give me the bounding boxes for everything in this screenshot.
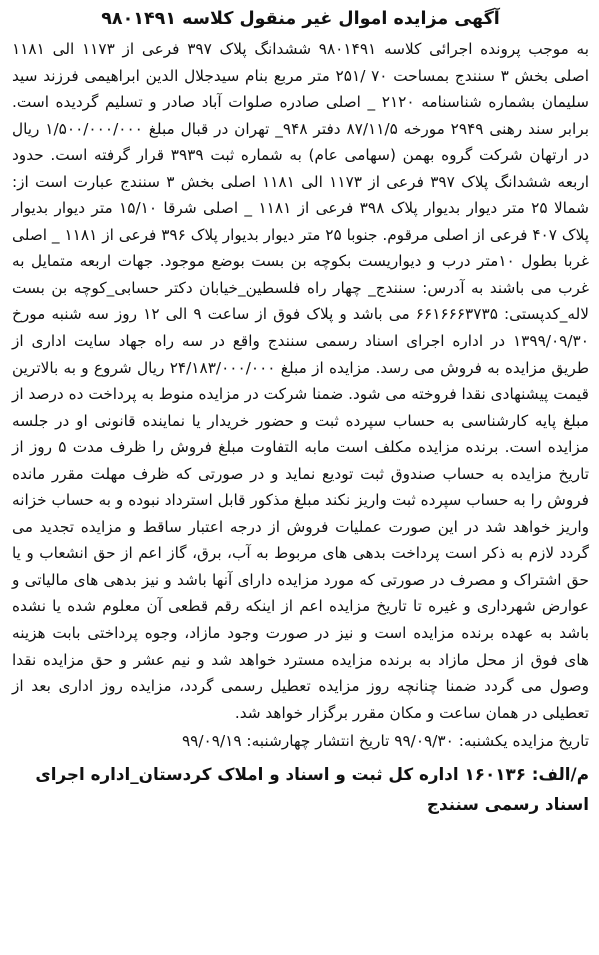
notice-title: آگهی مزایده اموال غیر منقول کلاسه ۹۸۰۱۴۹۱	[101, 9, 500, 29]
notice-body: به موجب پرونده اجرائی کلاسه ۹۸۰۱۴۹۱ ششدانگ پلاک ۳۹۷ فرعی از ۱۱۷۳ الی ۱۱۸۱ اصلی بخش ۳ سنندج بمساحت ۷۰ /۲۵۱ متر مربع بنام سیدجلال الدین ابراهیمی فرزند سید سلیمان بشماره شناسنامه ۲۱۲۰ _ اصلی صادره صلوات آباد صادر و تسلیم گردیده است. برابر سند رهنی ۲۹۴۹ مورخه ۸۷/۱۱/۵ دفتر ۹۴۸_ تهران در قبال مبلغ ۱/۵۰۰/۰۰۰/۰۰۰ ریال در ارتهان شرکت گروه بهمن (سهامی عام) به شماره ثبت ۳۹۳۹ قرار گرفته است. حدود اربعه ششدانگ پلاک ۳۹۷ فرعی از ۱۱۷۳ الی ۱۱۸۱ اصلی بخش ۳ سنندج عبارت است از: شمالا ۲۵ متر دیوار بدیوار پلاک ۳۹۸ فرعی از ۱۱۸۱ _ اصلی شرقا ۱۵/۱۰ متر دیوار بدیوار پلاک ۴۰۷ فرعی از اصلی مرقوم. جنوبا ۲۵ متر دیوار بدیوار پلاک ۳۹۶ فرعی از ۱۱۸۱ _ اصلی غربا بطول ۱۰متر درب و دیواریست بکوچه بن بست بوضع موجود. جهات اربعه متمایل به غرب می باشند به آدرس: سنندج_ چهار راه فلسطین_خیابان دکتر حسابی_کوچه بن بست لاله_کدپستی: ۶۶۱۶۶۶۳۷۳۵ می باشد و پلاک فوق از ساعت ۹ الی ۱۲ روز سه شنبه مورخ ۱۳۹۹/۰۹/۳۰ در اداره اجرای اسناد رسمی سنندج واقع در سه راه جهاد سایت اداری از طریق مزایده به فروش می رسد. مزایده از مبلغ ۲۴/۱۸۳/۰۰۰/۰۰۰ ریال شروع و به بالاترین قیمت پیشنهادی نقدا فروخته می شود. ضمنا شرکت در مزایده منوط به پرداخت ده درصد از مبلغ پایه کارشناسی به حساب سپرده ثبت و حضور خریدار یا نماینده قانونی او در جلسه مزایده است. برنده مزایده مکلف است مابه التفاوت مبلغ فروش را ظرف مدت ۵ روز از تاریخ مزایده به حساب صندوق ثبت تودیع نماید و در صورتی که ظرف مهلت مقرر مانده فروش را به حساب سپرده ثبت واریز نکند مبلغ مذکور قابل استرداد نبوده و به حساب خزانه واریز خواهد شد در این صورت عملیات فروش از درجه اعتبار ساقط و مزایده تجدید می گردد لازم به ذکر است پرداخت بدهی های مربوط به آب، برق، گاز اعم از حق انشعاب و یا حق اشتراک و مصرف در صورتی که مورد مزایده دارای آنها باشد و نیز بدهی های مالیاتی و عوارض شهرداری و غیره تا تاریخ مزایده اعم از اینکه رقم قطعی آن معلوم شده یا نشده باشد به عهده برنده مزایده است و نیز در صورت وجود مازاد، وجوه پرداختی بابت هزینه های فوق از محل مازاد به برنده مزایده مسترد خواهد شد و نیم عشر و حق مزایده نقدا وصول می گردد ضمنا چنانچه روز مزایده تعطیل رسمی گردد، مزایده روز اداری بعد از تعطیلی در همان ساعت و مکان مقرر برگزار خواهد شد.	[12, 40, 590, 722]
issuer-signature: م/الف: ۱۶۰۱۳۶ اداره کل ثبت و اسناد و املاک کردستان_اداره اجرای اسناد رسمی سنندج	[35, 764, 589, 815]
auction-dates: تاریخ مزایده یکشنبه: ۹۹/۰۹/۳۰ تاریخ انتشار چهارشنبه: ۹۹/۰۹/۱۹	[181, 732, 589, 751]
